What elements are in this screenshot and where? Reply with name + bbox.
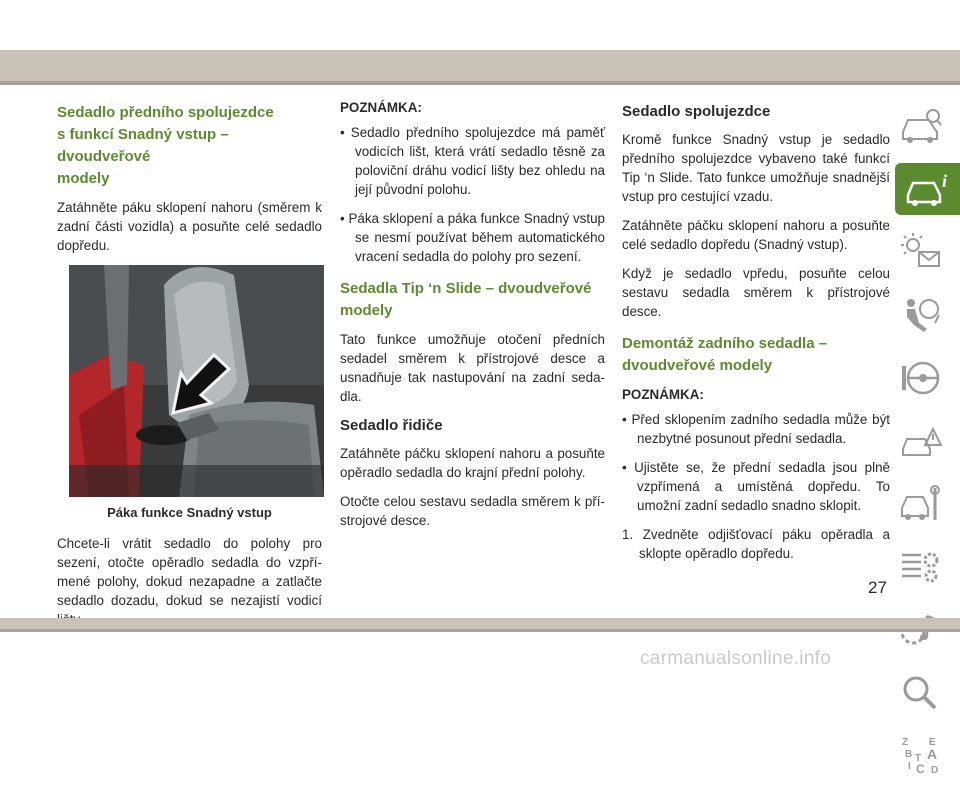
index-letter: Z xyxy=(902,737,909,748)
heading-line: s funkcí Snadný vstup – dvoudveřové xyxy=(57,126,229,165)
paragraph: Zatáhněte páčku sklopení nahoru a posuňte opěradlo sedadla do krajní přední polohy. xyxy=(340,446,605,480)
heading-line: Sedadlo předního spolujezdce xyxy=(57,104,274,121)
tab-index[interactable] xyxy=(895,730,947,782)
index-letter: E xyxy=(929,737,936,748)
tab-search[interactable] xyxy=(895,667,947,719)
page-number: 27 xyxy=(868,578,887,597)
heading-line: modely xyxy=(57,170,110,187)
tab-airbag[interactable] xyxy=(895,289,947,341)
subheading-passenger-seat: Sedadlo spolujezdce xyxy=(622,103,771,120)
section-heading-easy-entry xyxy=(57,102,322,190)
index-letter: D xyxy=(931,765,939,776)
tab-car-info[interactable] xyxy=(895,163,960,215)
tab-gears-list[interactable] xyxy=(895,541,947,593)
paragraph: Chcete-li vrátit sedadlo do polohy pro sezení, otočte opěradlo sedadla do vzpří-mené polohy, dokud nezapadne a zatlačte sedadlo dozadu, dokud se nezajistí vodicí xyxy=(57,536,322,608)
tab-car-warning[interactable] xyxy=(895,100,947,152)
paragraph: Když je sedadlo vpředu, posuňte celou sestavu sedadla směrem k přístrojové desce. xyxy=(622,266,890,319)
car-info-icon xyxy=(904,169,952,209)
tab-car-accident[interactable] xyxy=(895,415,947,467)
magnifier-icon xyxy=(899,673,943,713)
note-label: POZNÁMKA: xyxy=(340,100,422,115)
heading-line: modely xyxy=(340,302,393,319)
index-letter: T xyxy=(915,753,922,764)
index-letter: I xyxy=(908,761,911,772)
watermark: carmanualsonline.info xyxy=(640,648,832,669)
paragraph: Zatáhněte páčku sklopení nahoru a posuňte celé sedadlo dopředu (Snadný vstup). xyxy=(622,218,890,252)
column-left xyxy=(57,98,322,639)
heading-line: Sedadla Tip ‘n Slide – dvoudveřové xyxy=(340,280,592,297)
paragraph: Kromě funkce Snadný vstup je sedadlo předního spolujezdce vybaveno také funkcí Tip ‘n Slide. Tato funkce umožňuje snadnější vstup pro cestující vzadu. xyxy=(622,132,890,204)
figure-caption: Páka funkce Snadný vstup xyxy=(107,505,272,520)
note-label: POZNÁMKA: xyxy=(622,387,704,402)
paragraph: Otočte celou sestavu sedadla směrem k pří-strojové desce. xyxy=(340,494,605,528)
tab-car-tools[interactable] xyxy=(895,478,947,530)
subheading-driver-seat: Sedadlo řidiče xyxy=(340,417,443,434)
heading-line: Demontáž zadního sedadla – xyxy=(622,335,828,352)
numbered-step: 1. Zvedněte odjišťovací páku opěradla a sklopte opěradlo dopředu. xyxy=(622,527,890,561)
header-band-shadow xyxy=(0,81,960,85)
section-heading-tip-n-slide xyxy=(340,278,605,322)
easy-entry-lever-photo xyxy=(69,265,324,497)
seat-illustration xyxy=(69,265,324,497)
car-tools-icon xyxy=(899,484,943,524)
car-accident-icon xyxy=(899,421,943,461)
column-middle xyxy=(340,98,605,540)
heading-line: dvoudveřové modely xyxy=(622,357,773,374)
footer-band xyxy=(0,618,960,629)
svg-text:i: i xyxy=(941,171,947,191)
sun-envelope-icon xyxy=(899,232,943,272)
index-letter: C xyxy=(916,762,925,776)
note-bullet: • Ujistěte se, že přední sedadla jsou plně vzpřímená a umístěná dopředu. To umožní zadní sedadlo snadno sklopit. xyxy=(622,460,890,513)
column-right xyxy=(622,98,890,573)
note-bullet: • Sedadlo předního spolujezdce má paměť vodicích lišt, která vrátí sedadlo těsně za poloviční dráhu vodicí lišty bez ohledu na její původní polohu. xyxy=(340,125,605,197)
tab-steering-wheel[interactable] xyxy=(895,352,947,404)
index-letter: A xyxy=(927,746,938,762)
note-bullet: • Před sklopením zadního sedadla může být nezbytné posunout přední sedadla. xyxy=(622,412,890,446)
gears-list-icon xyxy=(899,547,943,587)
paragraph: Zatáhněte páku sklopení nahoru (směrem k zadní části vozidla) a posuňte celé sedadlo dopředu. xyxy=(57,200,322,253)
header-band xyxy=(0,50,960,81)
airbag-icon xyxy=(899,295,943,335)
tab-sun-envelope[interactable] xyxy=(895,226,947,278)
section-heading-rear-seat-removal xyxy=(622,333,890,377)
footer-band-shadow xyxy=(0,629,960,632)
alphabet-index-icon xyxy=(899,735,943,777)
steering-wheel-icon xyxy=(899,358,943,398)
index-letter: B xyxy=(905,749,913,760)
note-bullet: • Páka sklopení a páka funkce Snadný vstup se nesmí používat během automatického vracení sedadla do polohy pro sezení. xyxy=(340,211,605,264)
car-warning-icon xyxy=(899,106,943,146)
paragraph: Tato funkce umožňuje otočení předních sedadel směrem k přístrojové desce a usnadňuje tak nastupování na zadní seda-dla. xyxy=(340,332,605,404)
chapter-tabs xyxy=(895,100,960,793)
top-margin xyxy=(0,0,960,50)
